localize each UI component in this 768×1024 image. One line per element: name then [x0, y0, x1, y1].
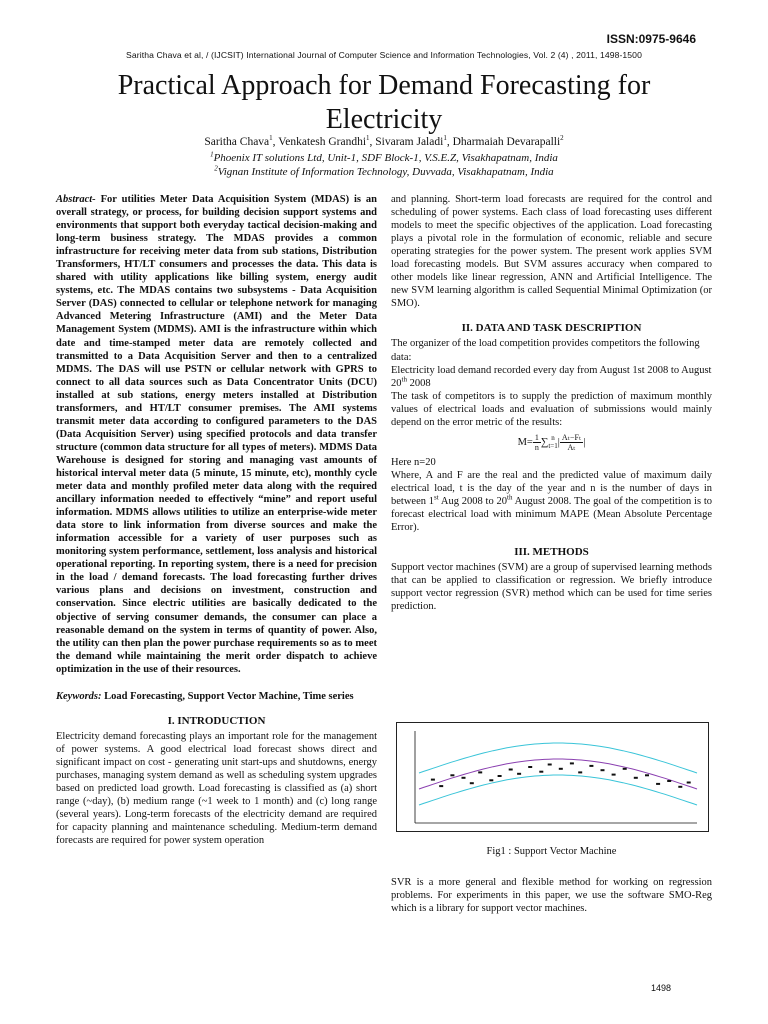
introduction-continued: and planning. Short-term load forecasts are required for the control and scheduling of power systems. Each class of load forecasting uses different models to meet the specific objectives of the application. Load forecasting plays a pivotal role in the formulation of economic, reliable and secure operating strategies for the power system. The present work applies SVM load forecasting models. But SVM assures accuracy when compared to other models like linear regression, ANN and Artificial Intelligence. The new SVM learning algorithm is called Sequential Minimal Optimization (or SMO). [391, 194, 712, 310]
formula-lhs: M= [517, 436, 533, 448]
keywords-text: Load Forecasting, Support Vector Machine, Time series [104, 690, 354, 702]
data-paragraph-2 [391, 364, 712, 390]
affiliation-mark: 2 [214, 164, 218, 173]
figure-data-point [489, 779, 493, 781]
figure-data-point [450, 774, 454, 776]
author-affiliation-mark: 1 [443, 134, 447, 143]
mape-formula: M= $\frac{1}{n}$ ∑ n t=1 | $\frac{\text{Aₜ−Fₜ}}{\text{Aₜ}}$ | [517, 432, 586, 452]
methods-paragraph: Support vector machines (SVM) are a group of supervised learning methods that can be applied to classification or regression. We briefly introduce support vector regression (SVR) method which can be used for time series prediction. [391, 562, 712, 613]
summation-limits [548, 434, 557, 450]
figure-data-point [678, 786, 682, 788]
fraction-numerator: Aₜ−Fₜ [561, 432, 582, 442]
figure-data-point [645, 774, 649, 776]
keywords [56, 690, 377, 703]
figure-data-point [517, 773, 521, 775]
superscript: th [507, 493, 513, 502]
fraction-error [560, 433, 583, 452]
figure-data-point [498, 775, 502, 777]
svr-regression-line [419, 759, 697, 789]
figure-data-point [431, 779, 435, 781]
svm-figure-svg [397, 723, 708, 831]
right-column [391, 193, 712, 613]
figure-data-point [656, 783, 660, 785]
keywords-label: Keywords: [56, 690, 102, 702]
author-affiliation-mark: 1 [366, 134, 370, 143]
section-heading-introduction: I. INTRODUCTION [167, 714, 266, 727]
superscript: th [401, 375, 407, 384]
text-fragment: 2008 [406, 377, 431, 389]
text-fragment: Aug 2008 to 20 [438, 495, 507, 507]
text-fragment: August 2008. The goal of the competition is to forecast electrical load with minimum MAPE (Mean Absolute Percentage Error). [391, 495, 713, 534]
superscript: st [434, 493, 439, 502]
figure-data-point [462, 777, 466, 779]
data-paragraph-3: The task of competitors is to supply the prediction of maximum monthly values of electrical loads and evaluation of submissions would mainly depend on the error metric of the results: [391, 390, 712, 428]
author-name: Venkatesh Grandhi [278, 136, 367, 148]
affiliation-2 [60, 165, 708, 179]
abstract [56, 193, 377, 676]
affiliation-text: Vignan Institute of Information Technology, Duvvada, Visakhapatnam, India [217, 166, 554, 178]
figure-data-point [539, 771, 543, 773]
figure-data-point [439, 785, 443, 787]
fraction-one-over-n [533, 433, 541, 452]
summation-symbol: ∑ [540, 436, 549, 448]
text-fragment: Electricity load demand recorded every day from August 1st 2008 to August 20 [391, 364, 712, 389]
figure-data-point [667, 780, 671, 782]
text-fragment: Where, A and F are the real and the predicted value of maximum daily electrical load, t is the day of the year and n is the number of days in between 1 [391, 469, 712, 507]
figure-data-point [528, 766, 532, 768]
page-number: 1498 [651, 983, 672, 993]
sum-upper: n [551, 434, 555, 443]
author-affiliation-mark: 2 [560, 134, 564, 143]
author-affiliation-mark: 1 [269, 134, 273, 143]
fraction-denominator: Aₜ [567, 442, 576, 452]
here-n: Here n=20 [391, 456, 436, 468]
journal-header: Saritha Chava et al, / (IJCSIT) International Journal of Computer Science and Information Technologies, Vol. 2 (4) , 2011, 1498-1500 [126, 50, 642, 60]
svr-paragraph: SVR is a more general and flexible method for working on regression problems. For experiments in this paper, we use the software SMO-Reg which is a library for support vector machines. [391, 877, 712, 915]
figure-data-point [578, 771, 582, 773]
figure-data-point [687, 782, 691, 784]
fraction-numerator: 1 [534, 432, 539, 442]
figure-data-point [509, 769, 513, 771]
author-name: Saritha Chava [204, 136, 270, 148]
author-name: Sivaram Jaladi [375, 136, 444, 148]
figure-data-point [548, 764, 552, 766]
author-list: Saritha Chava$^1$, Venkatesh Grandhi$^1$, Sivaram Jaladi$^1$, Dharmaiah Devarapalli$^2$ [204, 134, 564, 148]
issn-label: ISSN:0975-9646 [606, 32, 696, 46]
affiliation-mark: 1 [210, 150, 214, 159]
section-heading-methods: III. METHODS [514, 546, 589, 559]
figure-data-point [601, 769, 605, 771]
svm-figure [396, 722, 709, 832]
affiliation-text: Phoenix IT solutions Ltd, Unit-1, SDF Block-1, V.S.E.Z, Visakhapatnam, India [213, 152, 558, 164]
sum-lower: t=1 [548, 442, 558, 451]
abstract-text: For utilities Meter Data Acquisition System (MDAS) is an overall strategy, or process, for building decision support systems and environments that support both everyday tactical decision-making and long-term business strategy. The MDAS provides a common infrastructure for receiving meter data from sub stations, Distribution Transformers, HT/LT consumers and processes the data. This data is shared with utility applications like billing system, energy audit systems, etc. The MDAS contains two subsystems - Data Acquisition Server (DAS) connected to cellular or telephone network for managing Advanced Metering Infrastructure (AMI) and the Meter Data Management System (MDMS). AMI is the infrastructure within which date and time-stamped meter data are remotely collected and transmitted to a Data Acquisition Server and then to a centralized MDMS. The DAS will use PSTN or cellular network with GPRS to connect to all data sources such as Data Concentrator Units (DCU) installed at sub stations, energy meters installed at Distribution transformers, and HT/LT consumer premises. The AMI systems transmit meter data according to configured parameters to the DAS (Data Acquisition Server) using specified protocols and data transfer structure (common data structure for all types of meters). MDMS Data Warehouse is designed for storing and managing vast amounts of historical interval meter data (5 minute, 15 minute, etc), monthly cycle meter data and monthly profiled meter data along with the required ancillary information needed to effectively “mine” and report useful information. MDMS allows utilities to utilize an enterprise-wide meter data store to link information from diverse sources and make the information accessible for a variety of user purposes such as monitoring system performance, settlement, loss analysis and historical operational reporting. In reporting system, there is a need for precision in the load / demand forecasts. The load forecasting further drives various plans and decisions on investment, construction and conservation. Since electric utilities are basically dedicated to the objective of serving consumer demands, the consumer can place a reasonable demand on the system in terms of quantity of power. Also, the utility can then plan the power purchase requirements so as to meet the demand while maintaining the merit order dispatch to achieve optimization in the use of their resources. [56, 194, 378, 675]
left-column [56, 193, 377, 847]
figure-data-point [623, 768, 627, 770]
abstract-label: Abstract- [56, 194, 96, 205]
figure-data-point [612, 774, 616, 776]
figure-data-point [634, 777, 638, 779]
figure-data-point [470, 782, 474, 784]
figure-data-point [559, 768, 563, 770]
svr-lower-margin [419, 775, 697, 805]
paper-title: Practical Approach for Demand Forecasting for Electricity [117, 70, 651, 135]
data-paragraph-4 [391, 469, 712, 534]
data-paragraph-1: The organizer of the load competition provides competitors the following data: [391, 338, 700, 363]
author-name: Dharmaiah Devarapalli [452, 136, 561, 148]
figure-data-point [570, 762, 574, 764]
section-heading-data: II. DATA AND TASK DESCRIPTION [461, 322, 642, 335]
right-column-bottom [391, 876, 712, 915]
figure-data-point [478, 771, 482, 773]
svr-upper-margin [419, 743, 697, 773]
introduction-text: Electricity demand forecasting plays an important role for the management of power systems. A good electrical load forecast shows direct and significant impact on cost - generating unit start-ups and shutdowns, energy purchases, managing system demand as well as scheduling system upgrades based on predicted load growth. Load forecasting is classified as (a) short range (~day), (b) medium range (~1 week to 1 month) and (c) long range (several years). Long-term forecasts of the electricity demand are required for capacity planning and maintenance scheduling. Medium-term demand forecasts are required for power system operation [56, 730, 377, 847]
affiliation-1 [60, 151, 708, 165]
figure-caption: Fig1 : Support Vector Machine [486, 846, 617, 857]
figure-data-point [589, 765, 593, 767]
fraction-denominator: n [534, 442, 539, 452]
